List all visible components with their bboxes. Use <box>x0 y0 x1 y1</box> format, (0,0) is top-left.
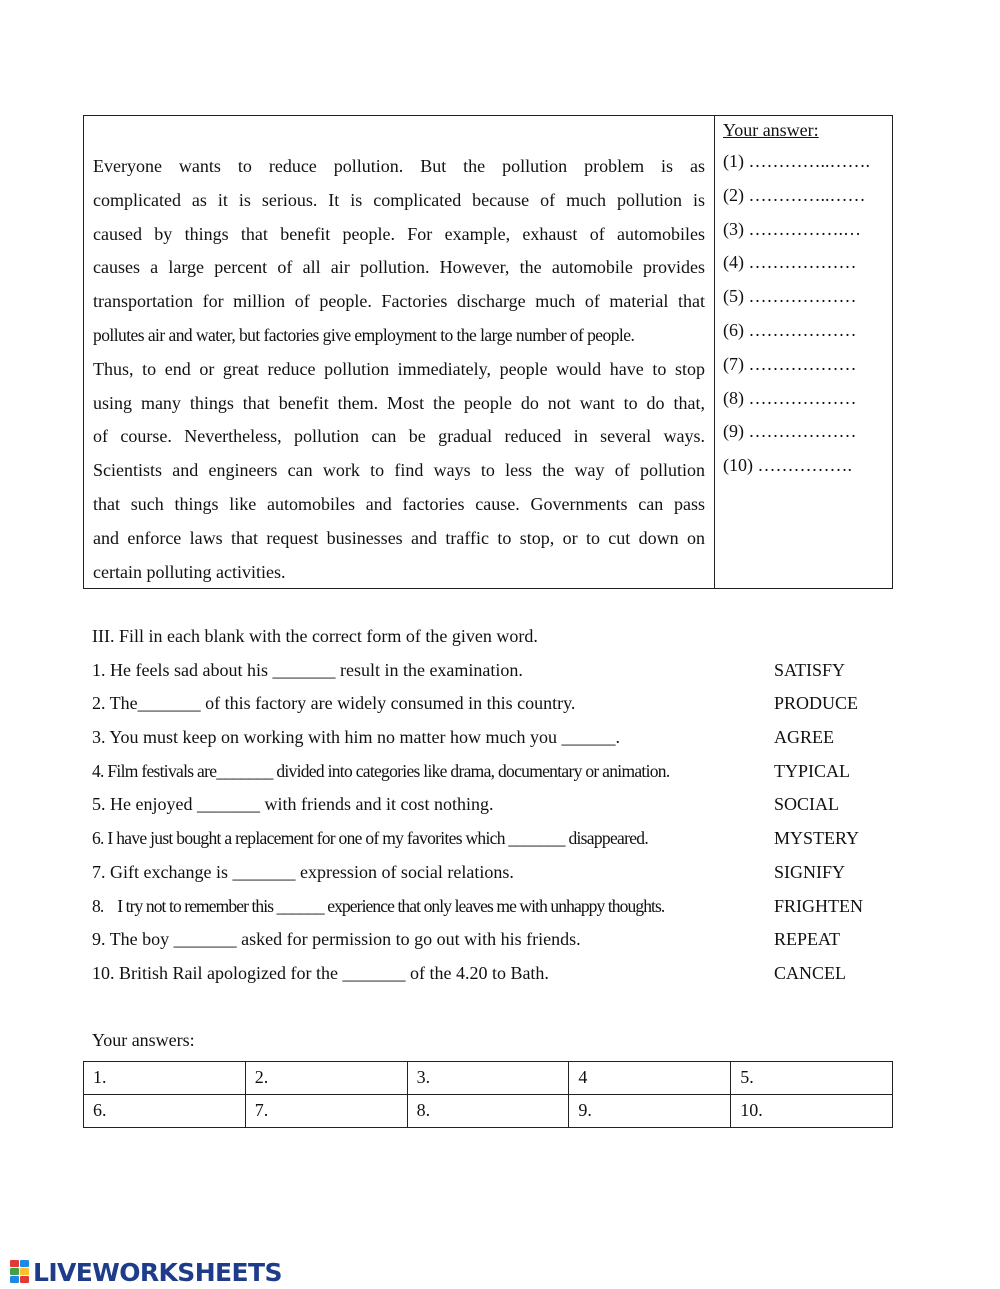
exercise-item <box>92 822 902 856</box>
answer-blank-7[interactable]: (7) ……………… <box>723 353 857 374</box>
exercise-item <box>92 687 902 721</box>
exercise-sentence: 2. The_______ of this factory are widely consumed in this country. <box>92 693 576 714</box>
column-divider <box>714 116 715 588</box>
given-word: SATISFY <box>774 659 846 680</box>
answer-cell-5[interactable]: 5. <box>731 1062 893 1095</box>
given-word: FRIGHTEN <box>774 895 863 916</box>
answer-cell-9[interactable]: 9. <box>569 1095 731 1128</box>
answer-blank-3[interactable]: (3) …………….… <box>723 218 861 239</box>
exercise-sentence: 8. I try not to remember this ______ experience that only leaves me with unhappy thoughts. <box>92 895 665 916</box>
exercise-item <box>92 755 902 789</box>
answer-cell-1[interactable]: 1. <box>84 1062 246 1095</box>
block-icon <box>10 1260 19 1267</box>
exercise-sentence: 5. He enjoyed _______ with friends and it cost nothing. <box>92 794 494 815</box>
answer-blank-10[interactable]: (10) ……………. <box>723 455 852 476</box>
exercise-item <box>92 721 902 755</box>
passage-text <box>93 150 705 589</box>
passage-line: transportation for million of people. Factories discharge much of material that <box>93 291 705 312</box>
given-word: AGREE <box>774 727 834 748</box>
exercise-item <box>92 957 902 991</box>
reading-passage-table <box>83 115 893 589</box>
block-icon <box>10 1268 19 1275</box>
block-icon <box>20 1268 29 1275</box>
passage-line: caused by things that benefit people. For example, exhaust of automobiles <box>93 223 705 244</box>
section-title: III. Fill in each blank with the correct form of the given word. <box>92 626 538 646</box>
answer-cell-10[interactable]: 10. <box>731 1095 893 1128</box>
exercise-item <box>92 654 902 688</box>
answer-cell-7[interactable]: 7. <box>245 1095 407 1128</box>
exercise-sentence: 6. I have just bought a replacement for one of my favorites which _______ disappeared. <box>92 828 649 849</box>
block-icon <box>20 1260 29 1267</box>
given-word: CANCEL <box>774 962 846 983</box>
exercise-sentence: 9. The boy _______ asked for permission to go out with his friends. <box>92 929 581 950</box>
logo-text: LIVEWORKSHEETS <box>33 1257 282 1287</box>
blocks-icon <box>10 1260 30 1284</box>
exercise-item <box>92 890 902 924</box>
passage-line: of course. Nevertheless, pollution can be gradual reduced in several ways. <box>93 426 705 447</box>
passage-line: using many things that benefit them. Most the people do not want to do that, <box>93 392 705 413</box>
your-answers-label: Your answers: <box>92 1030 195 1050</box>
answer-column <box>723 116 893 483</box>
answer-blank-8[interactable]: (8) ……………… <box>723 387 857 408</box>
answer-blank-1[interactable]: (1) …………..……. <box>723 151 870 171</box>
passage-line: certain polluting activities. <box>93 561 286 582</box>
exercise-sentence: 1. He feels sad about his _______ result in the examination. <box>92 659 523 680</box>
passage-line: Thus, to end or great reduce pollution immediately, people would have to stop <box>93 358 705 379</box>
passage-line: complicated as it is serious. It is complicated because of much pollution is <box>93 189 705 210</box>
passage-line: pollutes air and water, but factories give employment to the large number of people. <box>93 324 635 345</box>
exercise-sentence: 7. Gift exchange is _______ expression of social relations. <box>92 861 514 882</box>
given-word: REPEAT <box>774 929 841 950</box>
given-word: MYSTERY <box>774 828 860 849</box>
exercise-sentence: 4. Film festivals are_______ divided into categories like drama, documentary or animation. <box>92 760 670 781</box>
answer-blank-9[interactable]: (9) ……………… <box>723 421 857 442</box>
passage-line: Scientists and engineers can work to find ways to less the way of pollution <box>93 460 705 481</box>
answer-cell-3[interactable]: 3. <box>407 1062 569 1095</box>
liveworksheets-logo[interactable] <box>10 1257 282 1287</box>
answer-grid-row <box>84 1095 893 1128</box>
answer-cell-4[interactable]: 4 <box>569 1062 731 1095</box>
passage-line: causes a large percent of all air pollution. However, the automobile provides <box>93 257 705 278</box>
passage-line: and enforce laws that request businesses and traffic to stop, or to cut down on <box>93 527 705 548</box>
passage-line: that such things like automobiles and factories cause. Governments can pass <box>93 493 705 514</box>
answer-cell-2[interactable]: 2. <box>245 1062 407 1095</box>
passage-line: Everyone wants to reduce pollution. But the pollution problem is as <box>93 156 705 176</box>
given-word: PRODUCE <box>774 693 859 714</box>
answer-grid <box>83 1061 893 1128</box>
answer-blank-4[interactable]: (4) ……………… <box>723 252 857 273</box>
answer-cell-6[interactable]: 6. <box>84 1095 246 1128</box>
exercise-sentence: 10. British Rail apologized for the _______ of the 4.20 to Bath. <box>92 962 549 983</box>
exercise-item <box>92 788 902 822</box>
answer-blank-6[interactable]: (6) ……………… <box>723 319 857 340</box>
block-icon <box>10 1276 19 1283</box>
answer-blank-2[interactable]: (2) …………..…… <box>723 184 866 205</box>
answer-blank-5[interactable]: (5) ……………… <box>723 286 857 307</box>
given-word: TYPICAL <box>774 760 850 781</box>
answer-cell-8[interactable]: 8. <box>407 1095 569 1128</box>
block-icon <box>20 1276 29 1283</box>
exercise-sentence: 3. You must keep on working with him no matter how much you ______. <box>92 727 620 748</box>
given-word: SIGNIFY <box>774 861 846 882</box>
word-form-section <box>92 620 902 991</box>
answer-header: Your answer: <box>723 120 819 140</box>
answer-grid-row <box>84 1062 893 1095</box>
exercise-item <box>92 923 902 957</box>
exercise-item <box>92 856 902 890</box>
given-word: SOCIAL <box>774 794 840 815</box>
